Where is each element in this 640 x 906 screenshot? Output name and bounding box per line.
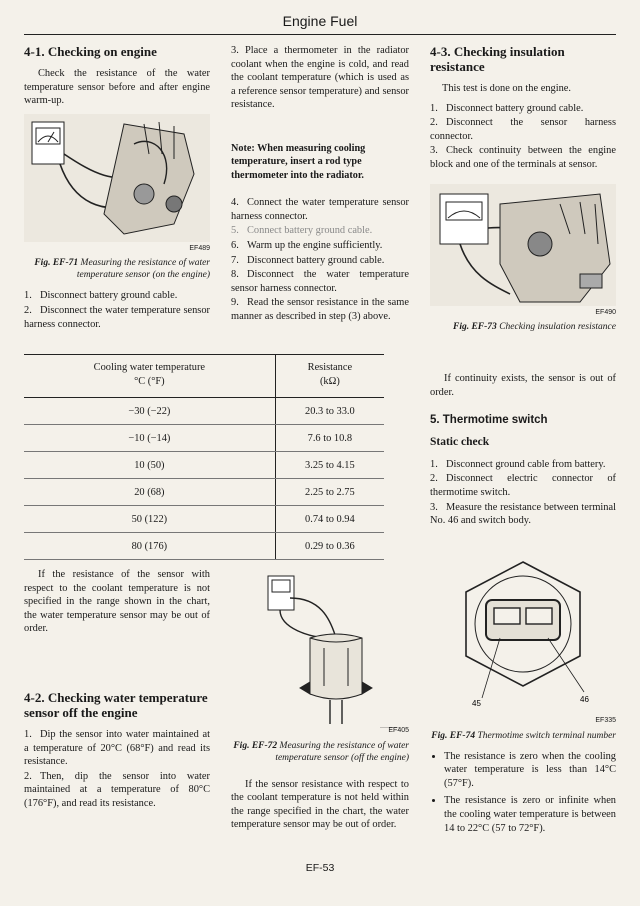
steps-list xyxy=(231,196,409,323)
column-3-top xyxy=(430,44,616,341)
column-2-top xyxy=(231,44,409,325)
list-item: 2. Then, dip the sensor into water maintained at a temperature of 80°C (176°F), and read its resistance. xyxy=(24,770,210,809)
off-engine-paragraph: If the sensor resistance with respect to the coolant temperature is not held within the range specified in the chart, the water temperature sensor may be out of order. xyxy=(231,778,409,831)
note-paragraph: Note: When measuring cooling temperature, insert a rod type thermometer into the radiator. xyxy=(231,142,366,181)
insulation-check-figure xyxy=(430,184,616,306)
list-item: 5. Connect battery ground cable. xyxy=(231,225,373,237)
page-header xyxy=(24,10,616,35)
list-item: • The resistance is zero or infinite when the cooling water temperature is between 14 to 22°C (57 to 72°F). xyxy=(444,794,616,835)
column-1-top xyxy=(24,44,210,332)
figure-code: EF489 xyxy=(189,244,210,252)
list-item: 1. Disconnect battery ground cable. xyxy=(430,102,584,114)
table-row: −10 (−14) 7.6 to 10.8 xyxy=(24,425,384,452)
list-item: 6. Warm up the engine sufficiently. xyxy=(231,239,383,251)
steps-list xyxy=(24,728,210,811)
list-item: 7. Disconnect battery ground cable. xyxy=(231,254,385,266)
section-heading-5: 5. Thermotime switch xyxy=(430,414,548,427)
column-header-resistance: Resistance (kΩ) xyxy=(275,355,384,398)
thermotime-switch-figure xyxy=(430,552,616,712)
figure-caption-text: Measuring the resistance of water temperature sensor (on the engine) xyxy=(76,258,210,281)
intro-paragraph: This test is done on the engine. xyxy=(442,83,571,94)
steps-list xyxy=(24,289,210,331)
list-item: 4. Connect the water temperature sensor harness connector. xyxy=(231,197,409,222)
figure-caption xyxy=(24,257,210,281)
list-item: 8. Disconnect the water temperature sensor harness connector. xyxy=(231,269,409,294)
table-row: 20 (68) 2.25 to 2.75 xyxy=(24,479,384,506)
table-row: 80 (176) 0.29 to 0.36 xyxy=(24,533,384,560)
section-heading-4-1: 4-1. Checking on engine xyxy=(24,44,157,59)
bullet-list xyxy=(430,750,616,836)
table-row: −30 (−22) 20.3 to 33.0 xyxy=(24,398,384,425)
figure-code: EF405 xyxy=(388,727,409,734)
section-heading-4-3: 4-3. Checking insulation resistance xyxy=(430,44,565,74)
list-item: 1. Dip the sensor into water maintained at a temperature of 20°C (68°F) and read its resistance. xyxy=(24,728,210,768)
figure-caption-text: Measuring the resistance of water temperature sensor (off the engine) xyxy=(275,740,409,763)
continuity-paragraph: If continuity exists, the sensor is out of order. xyxy=(430,373,616,398)
list-item: • The resistance is zero when the cooling water temperature is less than 14°C (57°F). xyxy=(444,750,616,791)
figure-number: Fig. EF-74 xyxy=(431,730,476,741)
column-3-bottom xyxy=(430,372,616,529)
page-number: EF-53 xyxy=(305,862,335,874)
list-item: 2. Disconnect electric connector of thermotime switch. xyxy=(430,473,616,498)
column-3-bullets xyxy=(430,714,616,839)
figure-caption-text: Thermotime switch terminal number xyxy=(477,730,616,741)
table-row: 10 (50) 3.25 to 4.15 xyxy=(24,452,384,479)
terminal-label-46: 46 xyxy=(580,695,589,704)
figure-caption-text: Checking insulation resistance xyxy=(499,322,616,333)
resistance-table xyxy=(24,354,384,560)
column-header-temperature: Cooling water temperature °C (°F) xyxy=(24,355,275,398)
list-item: 3. Measure the resistance between terminal No. 46 and switch body. xyxy=(430,501,616,527)
intro-paragraph: Check the resistance of the water temperature sensor before and after engine warm-up. xyxy=(24,68,210,107)
steps-list xyxy=(430,458,616,528)
section-heading-4-2: 4-2. Checking water temperature sensor off the engine xyxy=(24,689,208,720)
terminal-label-45: 45 xyxy=(472,699,481,708)
figure-caption xyxy=(430,730,616,742)
list-item: 9. Read the sensor resistance in the same manner as described in step (3) above. xyxy=(231,297,409,322)
list-item: 1. Disconnect battery ground cable. xyxy=(24,290,178,302)
figure-number: Fig. EF-72 xyxy=(233,740,278,751)
step-3-paragraph: 3. Place a thermometer in the radiator coolant when the engine is cold, and read the coolant temperature (which is used as a reference sensor temperature) and sensor resistance. xyxy=(231,45,409,111)
steps-list xyxy=(430,102,616,172)
list-item: 3. Check continuity between the engine block and one of the terminals at sensor. xyxy=(430,145,616,170)
out-of-range-paragraph: If the resistance of the sensor with respect to the coolant temperature is not specified in the range shown in the chart, the water temperature sensor may be out of order. xyxy=(24,569,210,635)
column-2-bottom xyxy=(231,724,409,838)
table-row: 50 (122) 0.74 to 0.94 xyxy=(24,506,384,533)
engine-measurement-figure xyxy=(24,114,210,242)
figure-code: EF335 xyxy=(595,717,616,724)
list-item: 2. Disconnect the water temperature sensor harness connector. xyxy=(24,304,210,330)
list-item: 2. Disconnect the sensor harness connector. xyxy=(430,117,616,142)
off-engine-measurement-figure xyxy=(240,568,410,728)
column-1-bottom xyxy=(24,568,210,812)
list-item: 1. Disconnect ground cable from battery. xyxy=(430,458,606,470)
subheading-static-check: Static check xyxy=(430,436,490,449)
table-header-row xyxy=(24,355,384,398)
page-title: Engine Fuel xyxy=(282,13,358,29)
figure-number: Fig. EF-71 xyxy=(34,258,79,269)
figure-code: EF490 xyxy=(595,308,616,316)
figure-caption xyxy=(430,321,616,333)
figure-caption xyxy=(231,740,409,764)
figure-number: Fig. EF-73 xyxy=(453,322,497,333)
